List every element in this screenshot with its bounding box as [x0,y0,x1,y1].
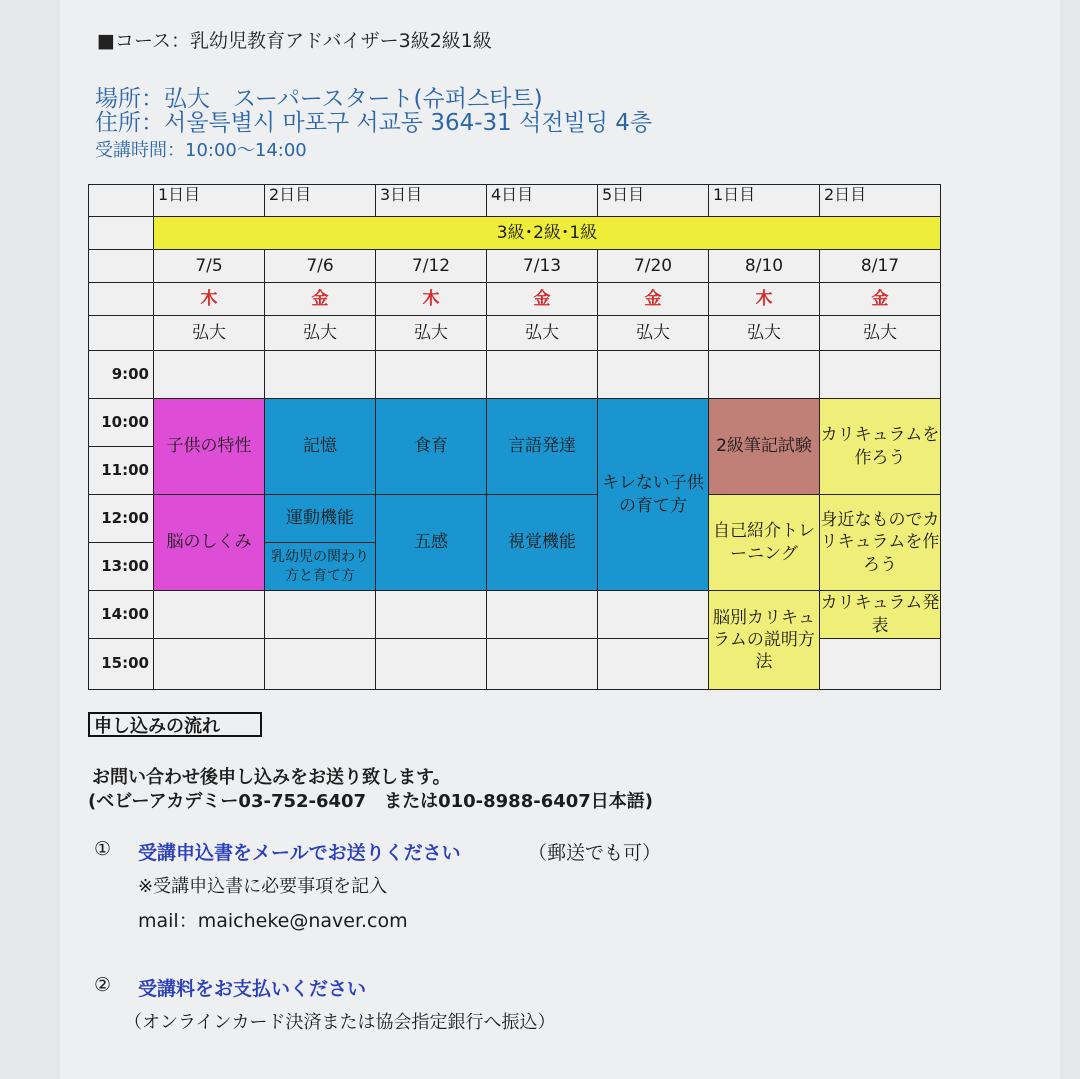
location-cell: 弘大 [819,315,941,351]
corner-cell [88,184,154,217]
date-cell: 7/13 [486,249,598,283]
day-header: 1日目 [153,184,265,217]
session-block: 運動機能 [264,494,376,543]
session-block: 脳別カリキュラムの説明方法 [708,590,820,690]
empty-slot [486,638,598,690]
weekday-cell: 金 [486,282,598,316]
time-label: 14:00 [88,590,154,639]
weekday-cell: 木 [708,282,820,316]
level-banner: 3級･2級･1級 [153,216,941,250]
step1-detail: ※受講申込書に必要事項を記入 [138,876,388,897]
time-label: 10:00 [88,398,154,447]
blank-cell [88,216,154,250]
time-label: 15:00 [88,638,154,690]
session-block: 脳のしくみ [153,494,265,591]
session-block: 言語発達 [486,398,598,495]
weekday-cell: 金 [597,282,709,316]
weekday-cell: 金 [819,282,941,316]
flow-intro: お問い合わせ後申し込みをお送り致します。 [92,767,451,788]
empty-slot [375,350,487,399]
blank-cell [88,249,154,283]
empty-slot [153,638,265,690]
date-cell: 8/17 [819,249,941,283]
location-cell: 弘大 [486,315,598,351]
schedule-table [88,184,941,690]
step2-title: 受講料をお支払いください [138,978,367,1000]
session-block: 記憶 [264,398,376,495]
weekday-cell: 木 [375,282,487,316]
weekday-cell: 木 [153,282,265,316]
contact-line: (ベビーアカデミー03-752-6407 または010-8988-6407日本語) [88,791,654,812]
step2-note: （オンラインカード決済または協会指定銀行へ振込） [124,1012,556,1033]
session-block: カリキュラム発表 [819,590,941,639]
day-header: 2日目 [264,184,376,217]
empty-slot [375,590,487,639]
empty-slot [153,350,265,399]
date-cell: 8/10 [708,249,820,283]
location-cell: 弘大 [597,315,709,351]
empty-slot [597,590,709,639]
flow-title: 申し込みの流れ [88,712,262,737]
day-header: 4日目 [486,184,598,217]
session-block: 子供の特性 [153,398,265,495]
date-cell: 7/12 [375,249,487,283]
address-line: 住所：서울특별시 마포구 서교동 364-31 석전빌딩 4층 [95,110,653,136]
empty-slot [153,590,265,639]
location-cell: 弘大 [375,315,487,351]
empty-slot [486,590,598,639]
blank-cell [88,315,154,351]
empty-slot [597,350,709,399]
date-cell: 7/20 [597,249,709,283]
session-block: カリキュラムを作ろう [819,398,941,495]
empty-slot [264,590,376,639]
day-header: 2日目 [819,184,941,217]
course-title: ■コース：乳幼児教育アドバイザー3級2級1級 [97,30,492,52]
session-block: 自己紹介トレーニング [708,494,820,591]
step1-number: ① [94,838,112,860]
location-cell: 弘大 [153,315,265,351]
step1-mail[interactable]: mail：maicheke@naver.com [138,910,408,932]
date-cell: 7/5 [153,249,265,283]
empty-slot [375,638,487,690]
empty-slot [819,350,941,399]
empty-slot [264,350,376,399]
blank-cell [88,282,154,316]
step1-title: 受講申込書をメールでお送りください [138,842,461,864]
session-block: 乳幼児の関わり方と育て方 [264,542,376,591]
session-block: 五感 [375,494,487,591]
session-block: 視覚機能 [486,494,598,591]
session-block: 身近なものでカリキュラムを作ろう [819,494,941,591]
session-block: 2級筆記試験 [708,398,820,495]
hours-line: 受講時間：10:00～14:00 [95,140,307,161]
empty-slot [486,350,598,399]
time-label: 9:00 [88,350,154,399]
time-label: 11:00 [88,446,154,495]
place-line: 場所：弘大 スーパースタート(슈퍼스타트) [95,86,543,112]
session-block: キレない子供の育て方 [597,398,709,591]
empty-slot [708,350,820,399]
empty-slot [819,638,941,690]
location-cell: 弘大 [264,315,376,351]
empty-slot [264,638,376,690]
session-block: 食育 [375,398,487,495]
time-label: 12:00 [88,494,154,543]
day-header: 1日目 [708,184,820,217]
day-header: 5日目 [597,184,709,217]
step2-number: ② [94,974,112,996]
time-label: 13:00 [88,542,154,591]
weekday-cell: 金 [264,282,376,316]
date-cell: 7/6 [264,249,376,283]
empty-slot [597,638,709,690]
day-header: 3日目 [375,184,487,217]
location-cell: 弘大 [708,315,820,351]
step1-note: （郵送でも可） [528,842,662,864]
